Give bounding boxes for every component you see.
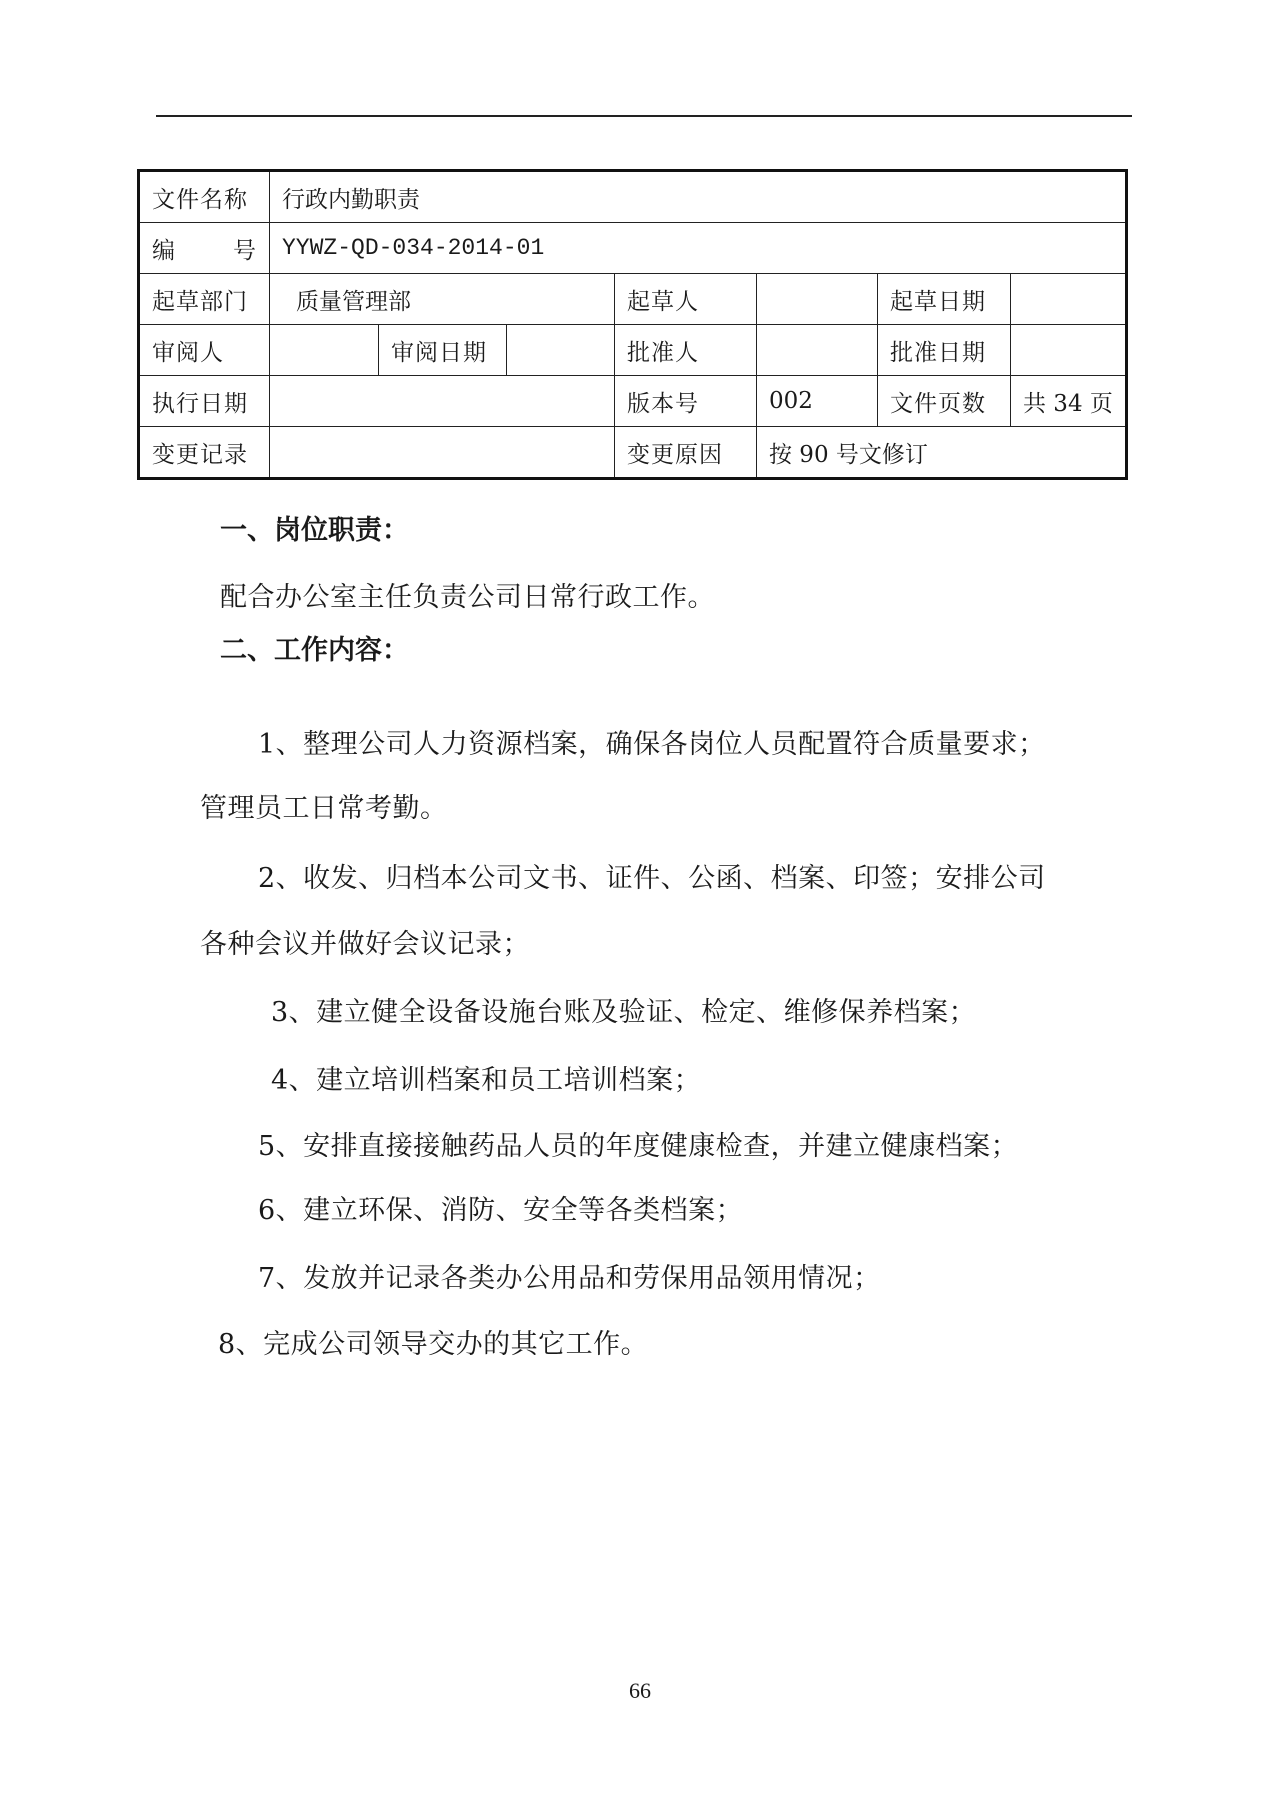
- version-value: 002: [757, 376, 878, 427]
- approve-date-label: 批准日期: [878, 325, 1011, 376]
- work-item-4: 4、建立培训档案和员工培训档案；: [271, 1065, 702, 1096]
- reviewer-label: 审阅人: [139, 325, 270, 376]
- work-item-5: 5、安排直接接触药品人员的年度健康检查，并建立健康档案；: [258, 1131, 1019, 1162]
- work-item-8: 8、完成公司领导交办的其它工作。: [218, 1329, 649, 1360]
- draft-date-value: [1011, 274, 1127, 325]
- header-rule: [156, 115, 1132, 117]
- work-item-1-line1: 1、整理公司人力资源档案，确保各岗位人员配置符合质量要求；: [258, 729, 1046, 760]
- table-row: [139, 427, 1127, 479]
- number-label-left: 编: [152, 237, 176, 264]
- review-date-value: [507, 325, 615, 376]
- approver-value: [757, 325, 878, 376]
- drafter-value: [757, 274, 878, 325]
- document-meta-table: [137, 169, 1128, 480]
- approver-label: 批准人: [615, 325, 757, 376]
- section-heading-work: 二、工作内容：: [220, 635, 409, 666]
- table-row: [139, 274, 1127, 325]
- number-label: [139, 223, 270, 274]
- draft-dept-value: 质量管理部: [270, 274, 615, 325]
- change-reason-value: 按 90 号文修订: [757, 427, 1127, 479]
- page-number: 66: [629, 1678, 651, 1703]
- page-count-value: 共 34 页: [1011, 376, 1127, 427]
- reviewer-value: [270, 325, 379, 376]
- approve-date-value: [1011, 325, 1127, 376]
- work-item-1-line2: 管理员工日常考勤。: [200, 793, 448, 824]
- work-item-6: 6、建立环保、消防、安全等各类档案；: [258, 1195, 744, 1226]
- work-item-2-line1: 2、收发、归档本公司文书、证件、公函、档案、印签；安排公司: [258, 863, 1046, 894]
- number-label-right: 号: [233, 237, 257, 264]
- file-name-value: 行政内勤职责: [270, 171, 1127, 223]
- table-row: [139, 376, 1127, 427]
- draft-date-label: 起草日期: [878, 274, 1011, 325]
- draft-dept-label: 起草部门: [139, 274, 270, 325]
- work-item-3: 3、建立健全设备设施台账及验证、检定、维修保养档案；: [271, 997, 977, 1028]
- work-item-7: 7、发放并记录各类办公用品和劳保用品领用情况；: [258, 1263, 881, 1294]
- drafter-label: 起草人: [615, 274, 757, 325]
- section-heading-duties: 一、岗位职责：: [220, 515, 409, 546]
- page-count-label: 文件页数: [878, 376, 1011, 427]
- change-record-label: 变更记录: [139, 427, 270, 479]
- table-row: [139, 223, 1127, 274]
- change-record-value: [270, 427, 615, 479]
- file-name-label: 文件名称: [139, 171, 270, 223]
- number-value: YYWZ-QD-034-2014-01: [270, 223, 1127, 274]
- table-row: [139, 325, 1127, 376]
- duties-body: 配合办公室主任负责公司日常行政工作。: [220, 582, 715, 613]
- exec-date-value: [270, 376, 615, 427]
- review-date-label: 审阅日期: [379, 325, 507, 376]
- table-row: [139, 171, 1127, 223]
- version-label: 版本号: [615, 376, 757, 427]
- exec-date-label: 执行日期: [139, 376, 270, 427]
- change-reason-label: 变更原因: [615, 427, 757, 479]
- work-item-2-line2: 各种会议并做好会议记录；: [200, 929, 530, 960]
